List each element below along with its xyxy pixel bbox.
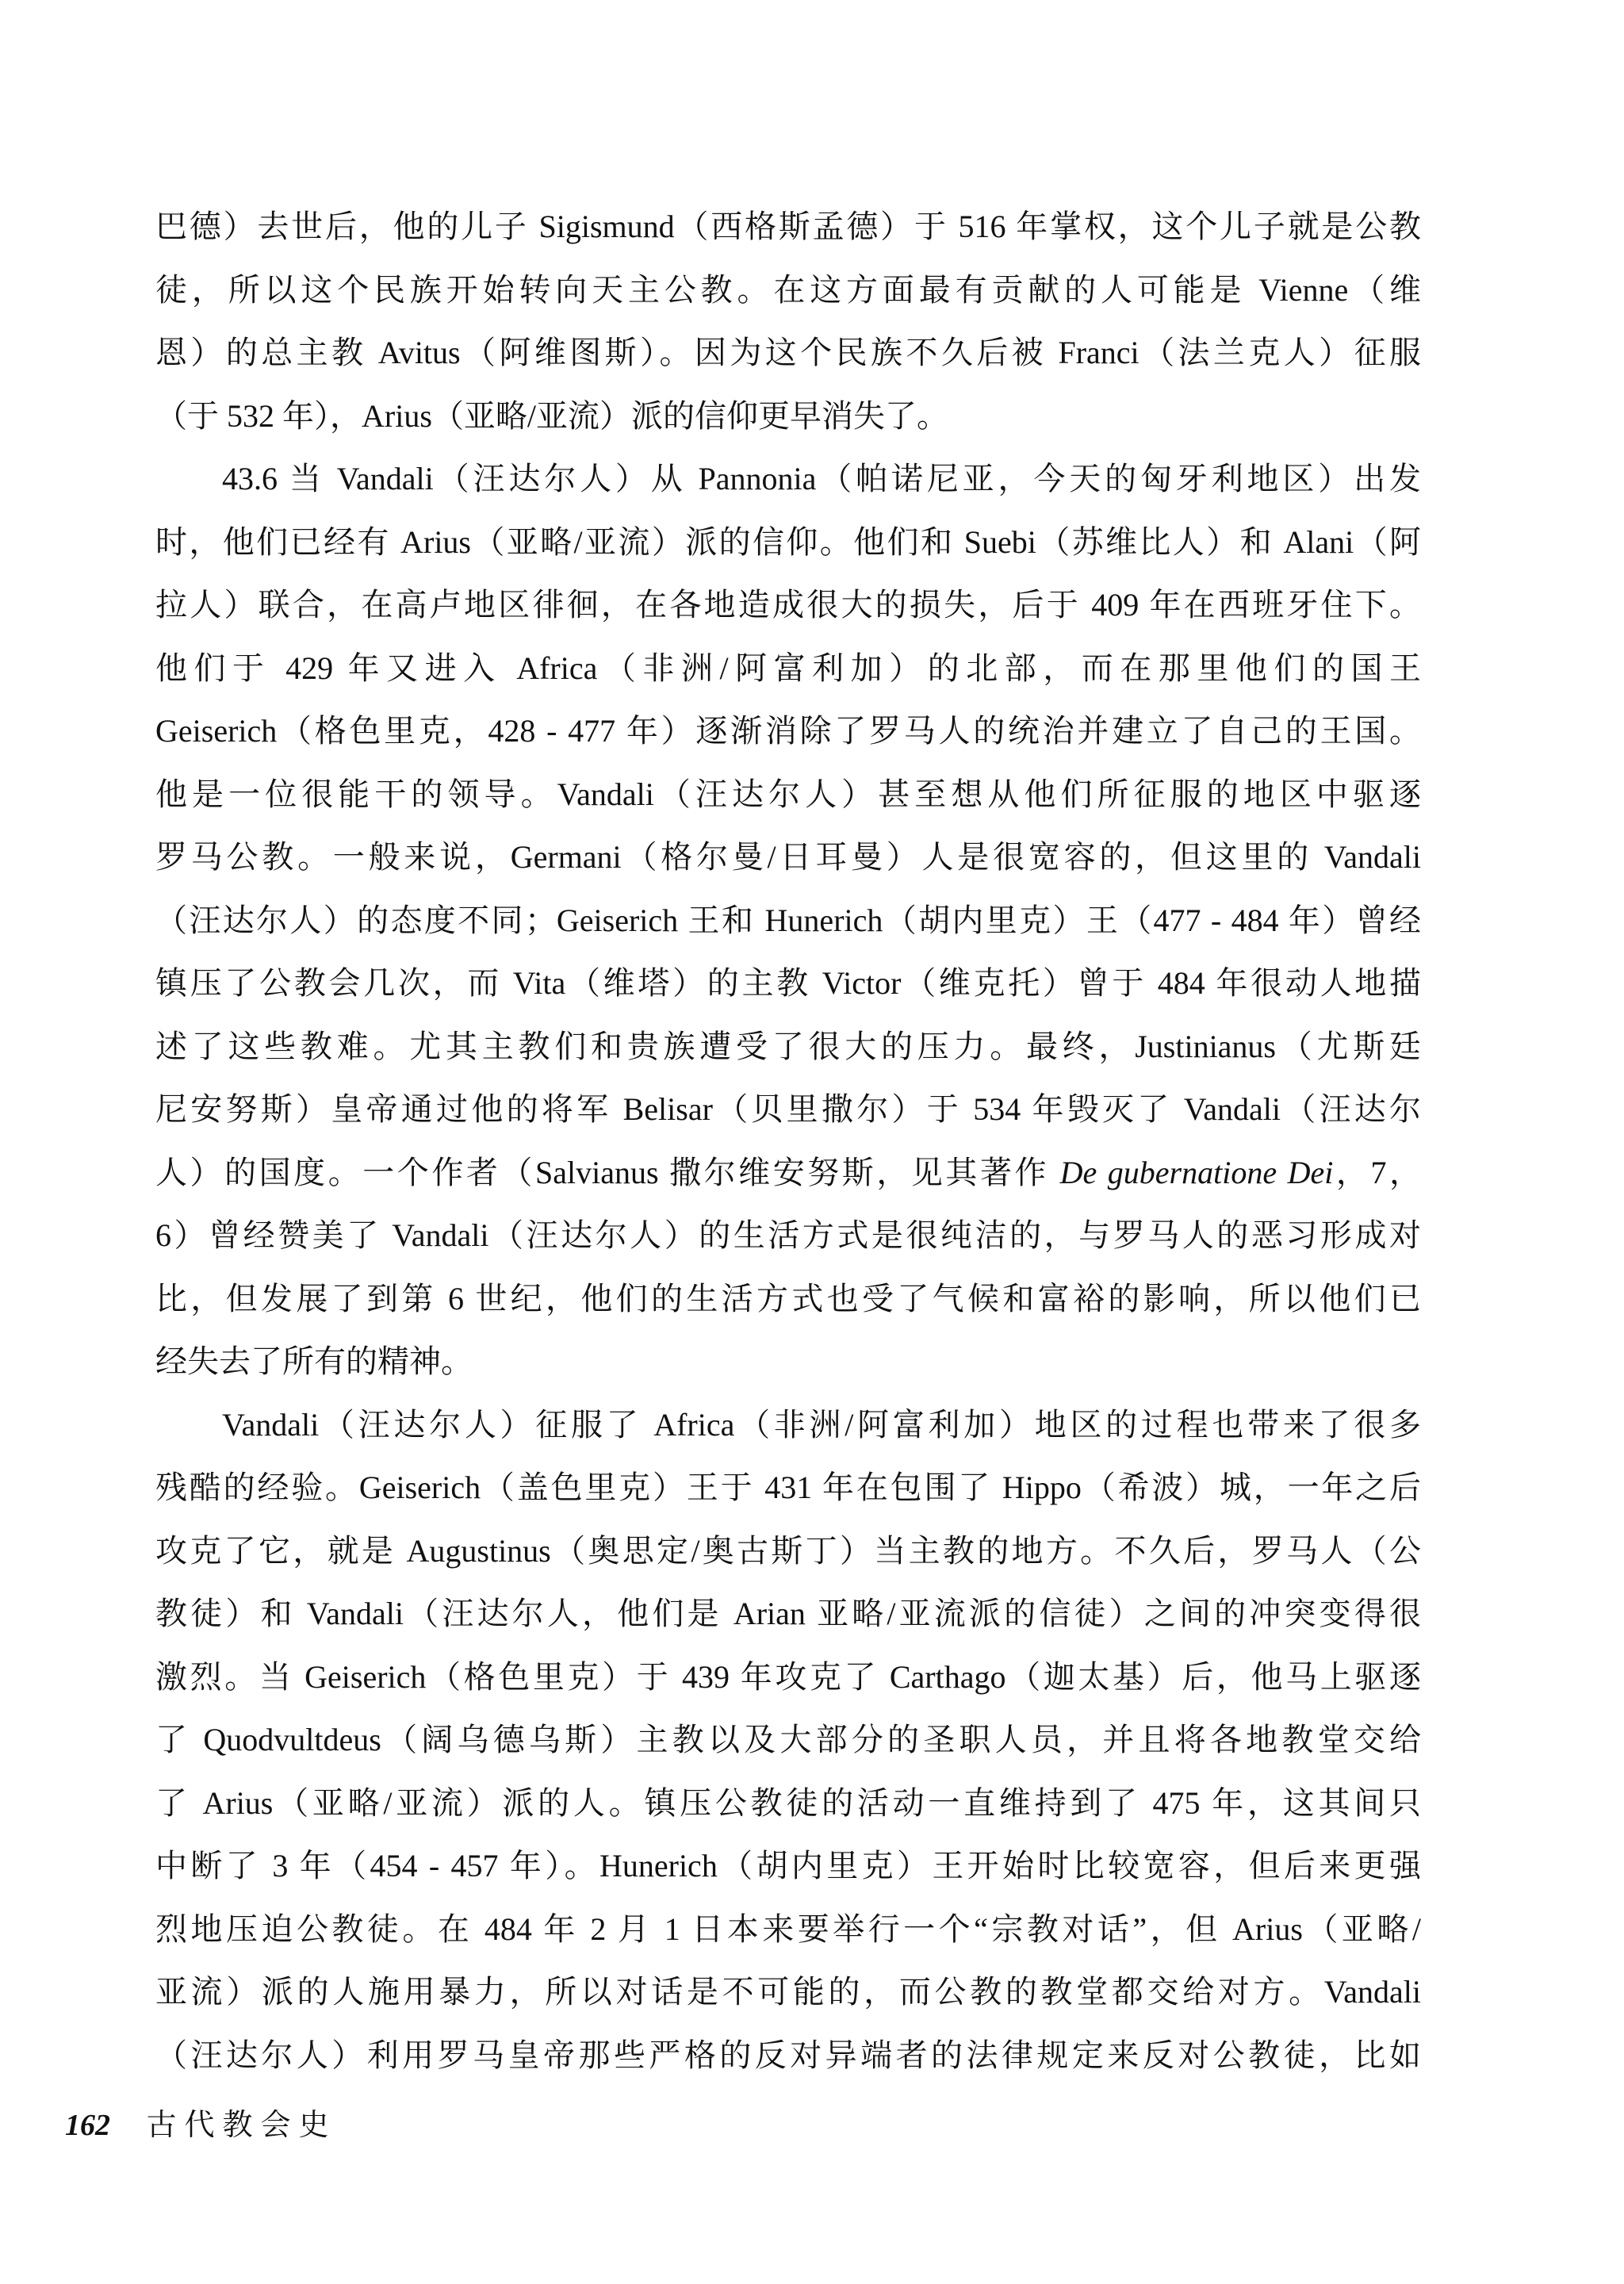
text-line: 了 Quodvultdeus（阔乌德乌斯）主教以及大部分的圣职人员，并且将各地教堂交给 [155,1722,1421,1757]
text-line: 6）曾经赞美了 Vandali（汪达尔人）的生活方式是很纯洁的，与罗马人的恶习形成对 [155,1217,1421,1253]
page-body [155,195,1421,2087]
text-line: 亚流）派的人施用暴力，所以对话是不可能的，而公教的教堂都交给对方。Vandali [155,1974,1421,2010]
text-line: 述了这些教难。尤其主教们和贵族遭受了很大的压力。最终，Justinianus（尤斯廷 [155,1028,1421,1064]
text-line: 尼安努斯）皇帝通过他的将军 Belisar（贝里撒尔）于 534 年毁灭了 Vandali（汪达尔 [155,1091,1421,1127]
text-line: 比，但发展了到第 6 世纪，他们的生活方式也受了气候和富裕的影响，所以他们已 [155,1280,1421,1316]
text-line: 烈地压迫公教徒。在 484 年 2 月 1 日本来要举行一个“宗教对话”，但 Arius（亚略/ [155,1910,1421,1947]
text-line: 攻克了它，就是 Augustinus（奥思定/奥古斯丁）当主教的地方。不久后，罗马人（公 [155,1532,1421,1569]
page-footer [65,2102,337,2149]
text-line: 了 Arius（亚略/亚流）派的人。镇压公教徒的活动一直维持到了 475 年，这其间只 [155,1784,1421,1821]
text-line: 残酷的经验。Geiserich（盖色里克）王于 431 年在包围了 Hippo（希波）城，一年之后 [155,1470,1421,1505]
text-line: 恩）的总主教 Avitus（阿维图斯）。因为这个民族不久后被 Franci（法兰克人）征服 [155,335,1421,370]
text-line: 时，他们已经有 Arius（亚略/亚流）派的信仰。他们和 Suebi（苏维比人）和 Alani（阿 [155,523,1421,560]
page-number: 162 [65,2109,110,2142]
text-line: 中断了 3 年（454 - 457 年）。Hunerich（胡内里克）王开始时比较宽容，但后来更强 [155,1848,1421,1884]
text-line: 经失去了所有的精神。 [155,1343,473,1379]
text-line: 拉人）联合，在高卢地区徘徊，在各地造成很大的损失，后于 409 年在西班牙住下。 [155,587,1421,623]
text-line: 他们于 429 年又进入 Africa（非洲/阿富利加）的北部，而在那里他们的国王 [155,650,1421,686]
text-segment: ，7， [1333,1154,1422,1190]
text-line: 教徒）和 Vandali（汪达尔人，他们是 Arian 亚略/亚流派的信徒）之间的冲突变得很 [155,1596,1421,1631]
text-line: 43.6 当 Vandali（汪达尔人）从 Pannonia（帕诺尼亚，今天的匈牙利地区）出发 [222,461,1421,496]
text-line: 罗马公教。一般来说，Germani（格尔曼/日耳曼）人是很宽容的，但这里的 Vandali [155,839,1421,875]
running-title: 古代教会史 [146,2109,337,2142]
text-line: 镇压了公教会几次，而 Vita（维塔）的主教 Victor（维克托）曾于 484 年很动人地描 [155,965,1421,1001]
italic-title: De gubernatione Dei [1059,1154,1334,1190]
text-line: 他是一位很能干的领导。Vandali（汪达尔人）甚至想从他们所征服的地区中驱逐 [155,776,1421,812]
paragraph [155,447,1421,1393]
text-line: （汪达尔人）的态度不同；Geiserich 王和 Hunerich（胡内里克）王（477 - 484 年）曾经 [155,902,1421,938]
paragraph [155,1393,1421,2087]
text-line: Geiserich（格色里克，428 - 477 年）逐渐消除了罗马人的统治并建立了自己的王国。 [155,713,1421,749]
text-segment: 人）的国度。一个作者（Salvianus 撒尔维安努斯，见其著作 [155,1154,1060,1190]
text-line [155,1141,1421,1205]
text-line: （于 532 年），Arius（亚略/亚流）派的信仰更早消失了。 [155,397,948,434]
text-line: 巴德）去世后，他的儿子 Sigismund（西格斯孟德）于 516 年掌权，这个儿子就是公教 [155,209,1421,244]
text-line: 徒，所以这个民族开始转向天主公教。在这方面最有贡献的人可能是 Vienne（维 [155,271,1421,308]
text-line: 激烈。当 Geiserich（格色里克）于 439 年攻克了 Carthago（迦太基）后，他马上驱逐 [155,1658,1421,1695]
text-line: （汪达尔人）利用罗马皇帝那些严格的反对异端者的法律规定来反对公教徒，比如 [155,2037,1421,2073]
text-line: Vandali（汪达尔人）征服了 Africa（非洲/阿富利加）地区的过程也带来了很多 [222,1406,1421,1443]
paragraph [155,195,1421,447]
